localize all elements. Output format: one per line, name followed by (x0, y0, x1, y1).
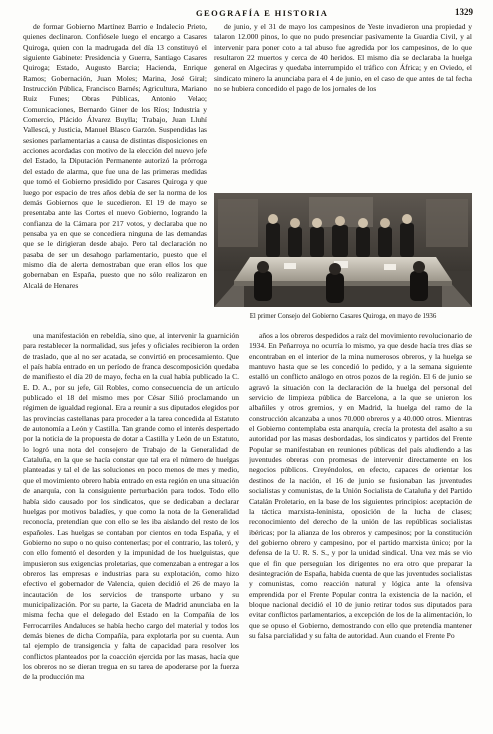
text-column-top-right (214, 22, 472, 188)
paragraph: de junio, y el 31 de mayo los campesinos de Yeste invadieron una propiedad y talaron 12.000 pinos, lo que no pudo presenciar pasivamente la Guardia Civil, y al intervenir para poner coto a tal abuso fue agredida por los campesinos, de lo que resultaron 22 muertos y cerca de 40 heridos. El mismo día se declaraba la huelga general en Algeciras y quedaba interrumpido el tráfico con África; y en Oviedo, el sindicato minero la anunciaba para el 4 de junio, en el caso de que antes de tal fecha no se hubiera concedido el pago de los jornales de los (214, 22, 472, 94)
paragraph: de formar Gobierno Martínez Barrio e Indalecio Prieto, quienes declinaron. Confiósele luego el encargo a Casares Quiroga, quien con la madrugada del día 13 constituyó el siguiente Gabinete: Presidencia y Guerra, Santiago Casares Quiroga; Estado, Augusto Barcia; Hacienda, Enrique Ramos; Gobernación, Juan Moles; Marina, José Giral; Instrucción Pública, Francisco Barnés; Agricultura, Mariano Ruiz Funes; Obras Públicas, Antonio Velao; Comunicaciones, Bernardo Giner de los Ríos; Industria y Comercio, Plácido Álvarez Buylla; Trabajo, Juan Lluhí Vallescá, y Justicia, Manuel Blasco Garzón. Suspendidas las sesiones parlamentarias a causa de distintas disposiciones en acciones acordadas con motivo de la elección del nuevo jefe del Estado, la Diputación Permanente autorizó la prórroga del estado de alarma, que fue una de las primeras medidas que tomó el Gobierno presidido por Casares Quiroga y que luego por espacio de tres años debía de ser la norma de los demás Gobiernos que le sucedieron. El 19 de mayo se presentaba ante las Cortes el nuevo Gobierno, logrando la confianza de la Cámara por 217 votos, y declaraba que no pensaba ya en que se concediera ninguna de las demandas que se le dirigieran desde abajo. Pero tal declaración no pasaba de ser un desahogo parlamentario, puesto que el mismo día de alerta demostraban que eran ellos los que gobernaban en España, puesto que no sólo realizaron en Alcalá de Henares (23, 22, 207, 290)
paragraph: una manifestación en rebeldía, sino que, al intervenir la guarnición para restablecer la normalidad, sus jefes y oficiales recibieron la orden de traslado, que al no ser acatada, se convirtió en procesamiento. Que el país había entrado en un período de franca descomposición quedaba de manifiesto el día 20 de mayo, fecha en la cual había publicado la C. E. D. A., por su jefe, Gil Robles, como consecuencia de un artículo publicado el 18 del mismo mes por César Silió proclamando un régimen de igualdad regional. Era a reunir a sus diputados elegidos por las provincias castellanas para proceder a la tarea concedida al Estatuto de autonomía a León y Castilla. Tan grande como el interés despertado por la noticia de la propuesta de dotar a Castilla y León de un Estatuto, lo logró una nota del consejero de Trabajo de la Generalidad de Cataluña, en la que se hacía constar que tal era el número de huelgas planteadas y tal el de las soluciones en poco menos de mes y medio, que el movimiento obrero había entrado en esta región en una situación de anarquía, con la consiguiente perturbación para todos. Todo ello había sido causado por los sindicatos, que se dedicaban a declarar huelgas por motivos baladíes, y que como la nota de la Generalidad reconocía, pretendían que con ello se les iba aislando del resto de los españoles. Las huelgas se contaban por cientos en toda España, y el Gobierno no supo o no quiso contenerlas; por el contrario, las toleró, y con ello fomentó el desorden y la impunidad de los huelguistas, que impusieron sus exigencias proletarias, que comenzaban a entregar a los obreros las empresas e industrias para su explotación, como hizo efectivo el gobernador de Valencia, quien decidió el 26 de mayo la incautación de los servicios de transporte urbano y su municipalización. Por su parte, la Gaceta de Madrid anunciaba en la misma fecha que el delegado del Estado en la Compañía de los Ferrocarriles Andaluces se había hecho cargo del material y todos los demás bienes de dicha Compañía, para explotarla por su cuenta. Aun tal ejemplo de transigencia y falta de capacidad para resolver los conflictos planteados por la coacción ejercida por las masas, hacía que los obreros no se dieran tregua en su tarea de apoderarse por la fuerza de la producción ma (23, 331, 239, 682)
page-number: 1329 (455, 7, 473, 17)
cabinet-meeting-photo (214, 193, 472, 307)
running-title: GEOGRAFÍA E HISTORIA (196, 8, 329, 18)
text-column-bottom-left (23, 331, 239, 717)
text-column-top-left (23, 22, 207, 321)
photo-caption: El primer Consejo del Gobierno Casares Quiroga, en mayo de 1936 (249, 313, 437, 320)
paragraph: años a los obreros despedidos a raíz del movimiento revolucionario de 1934. En Peñarroya no ocurría lo mismo, ya que desde hacía tres días se encontraban en el interior de la mina numerosos obreros, y la huelga se mantuvo hasta que se les concedió lo pedido, y a la semana siguiente estalló un conflicto análogo en otros pozos de la región. El 6 de junio se agravó la situación con la declaración de la huelga del personal del servicio de limpieza pública de Barcelona, a la que se unieron los albañiles y otros gremios, y en Madrid, la huelga del ramo de la construcción alcanzaba a unos 70.000 obreros y a 40.000 otros. Mientras el Gobierno contemplaba esta anarquía, crecía la protesta del asalto a su autoridad por las masas desbordadas, los sindicatos y partidos del Frente Popular se manifestaban en reuniones públicas del país aludiendo a las juventudes obreras con promesas de intervenir directamente en los negocios públicos. Creyéndolos, en efecto, capaces de orientar los destinos de la nación, el 16 de junio se fusionaban las juventudes socialistas y comunistas, de la Unión Socialista de Cataluña y del Partido Catalán Proletario, en la base de los siguientes principios: aceptación de la táctica marxista-leninista, oposición de la lucha de clases; reconocimiento del derecho de la unión de las repúblicas socialistas ibéricas; por la alianza de los obreros y campesinos; por la constitución del gobierno obrero y campesino, por el partido marxista único; por la defensa de la U. R. S. S., y por la unidad sindical. Una vez más se vio que el fin que perseguían los dirigentes no era otro que preparar la desintegración de España, habida cuenta de que las juventudes socialistas y comunistas, como reacción natural y lógica ante la ofensiva emprendida por el Frente Popular contra la existencia de la nación, el bloque nacional decidió el 10 de junio retirar todos sus diputados para evitar conflictos parlamentarios, a excepción de los de la alimentación, lo que se opuso el Gobierno, demostrando con ello que pretendía mantener su falsa parcialidad y su falta de autoridad. Aun cuando el Frente Po (249, 331, 472, 640)
text-column-bottom-right (249, 331, 472, 717)
